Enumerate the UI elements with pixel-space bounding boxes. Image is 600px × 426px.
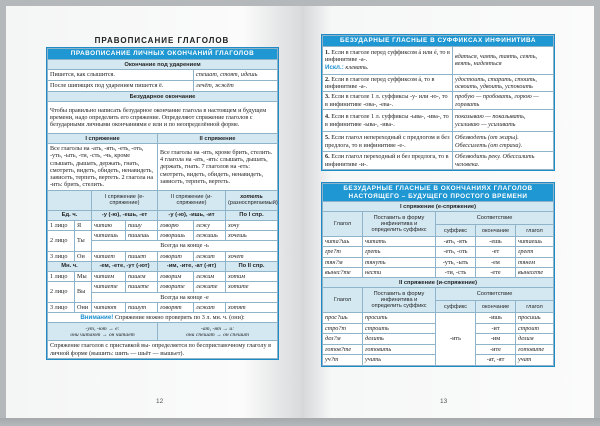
- table-cell: [323, 110, 453, 132]
- table-cell: пишете: [126, 282, 158, 292]
- table-cell: говорит: [158, 251, 194, 261]
- table-row: [323, 313, 554, 324]
- table-cell: Мн. ч.: [48, 261, 92, 271]
- table-cell: суффикс: [436, 301, 476, 313]
- table-cell: 3 лицо: [48, 251, 75, 261]
- column-header: Соответствие: [436, 288, 554, 301]
- table-row: [323, 92, 554, 110]
- table-cell: -ать, -ять: [436, 237, 476, 247]
- column-header: I спряжение (е-спряжение): [92, 190, 158, 210]
- table-row: [48, 70, 278, 81]
- table-row: [48, 49, 278, 60]
- table-cell: готов?те: [323, 344, 363, 355]
- column-header: Глагол: [323, 288, 363, 313]
- table-cell: -уть, -ыть: [436, 257, 476, 267]
- table-cell: Мы: [75, 271, 92, 281]
- table-cell: пишу: [126, 220, 158, 230]
- table-cell: тянем: [516, 257, 554, 267]
- table-row: [323, 110, 554, 132]
- attention-note: [48, 313, 278, 323]
- table-cell: По I спр.: [226, 210, 278, 220]
- table-cell: [323, 92, 453, 110]
- table-row: [323, 237, 554, 247]
- text: Искл.:: [325, 63, 344, 71]
- rule-text: Все глаголы на -ать, -ять, -еть, -оть, -уть, -ыть, -ти, -сть, -чь, кроме слышать, дышать, держать, гнать, смотреть, видеть, обидеть, ненавидеть, зависеть, терпеть, вертеть. 2 глагола на -ить: брить, стелить.: [48, 144, 158, 191]
- table-cell: читаешь: [516, 237, 554, 247]
- table-cell: лежите: [194, 282, 226, 292]
- table-cell: тян?м: [323, 257, 363, 267]
- table-cell: -ти, -сть: [436, 267, 476, 277]
- table-cell: уч?т: [323, 355, 363, 366]
- table-cell: гре?т: [323, 247, 363, 257]
- table-row: [48, 302, 278, 312]
- text: 1.: [325, 49, 330, 57]
- text: Если в глаголе 1 л. суффиксы -у- или -ю-, то в инфинитиве -ова-, -ева-.: [325, 93, 448, 108]
- table-cell: -ем: [476, 257, 516, 267]
- table-cell: [323, 132, 453, 152]
- table-cell: [158, 323, 278, 341]
- table-row: [323, 152, 554, 170]
- table-title: [323, 184, 554, 202]
- table-cell: -ит: [476, 323, 516, 334]
- text: -ут, -ют → е:: [85, 325, 120, 332]
- table-row: [48, 92, 278, 102]
- text: Если в глаголе перед суффиксом á, то в инфинитиве -а-.: [325, 75, 435, 90]
- table-row: [323, 288, 554, 301]
- page-title: ПРАВОПИСАНИЕ ГЛАГОЛОВ: [94, 36, 230, 45]
- table-cell: Он: [75, 251, 92, 261]
- table-cell: [323, 152, 453, 170]
- table-row: [323, 36, 554, 47]
- table-cell: лежишь: [194, 231, 226, 241]
- table-cell: удостоить, старить, стоить, освоить, удвоить, успокоить: [453, 74, 554, 92]
- table-row: [323, 267, 554, 277]
- page-number-right: 13: [440, 398, 448, 405]
- paragraph: Чтобы правильно написать безударное окончание глагола в настоящем и будущем времени, надо определить его спряжение. Определяют спряжение глаголов с безударными личными окончаниями е или и по неопределённой форме.: [48, 102, 278, 134]
- paragraph: Спряжение глаголов с приставкой вы- определяется по бесприставочному глаголу в личной форме (вышить: шить — шьёт — вышьет).: [48, 341, 278, 359]
- table-row: [48, 220, 278, 230]
- table-cell: суффикс: [436, 225, 476, 237]
- table-cell: окончание: [476, 225, 516, 237]
- text: 3.: [325, 93, 330, 101]
- table-cell: [323, 74, 453, 92]
- table-row: [323, 202, 554, 212]
- table-cell: [48, 190, 92, 210]
- table-cell: хочу: [226, 220, 278, 230]
- table-cell: говорят: [158, 302, 194, 312]
- table-row: [48, 190, 278, 210]
- table-cell: окончание: [476, 301, 516, 313]
- text: они читают → он читает: [70, 331, 135, 338]
- table-cell: нести: [363, 267, 436, 277]
- table-cell: говорю: [158, 220, 194, 230]
- text: Если глагол непереходный с предлогом и без предлога, то в инфинитиве -е-.: [325, 134, 450, 149]
- table-row: [323, 184, 554, 202]
- table-cell: пишем: [126, 271, 158, 281]
- table-cell: -ем, -ете, -ут (-ют): [92, 261, 158, 271]
- table-row: [48, 60, 278, 70]
- section-header: Окончание под ударением: [48, 60, 278, 70]
- text: Спряжение можно проверить по 3 л. мн. ч. (они):: [113, 314, 245, 322]
- table-cell: просишь: [516, 313, 554, 324]
- table-cell: 2 лицо: [48, 231, 75, 252]
- section-header: I спряжение (е-спряжение): [323, 202, 554, 212]
- table-cell: читают: [92, 302, 126, 312]
- table-cell: -у (-ю), -ешь, -ет: [92, 210, 158, 220]
- page-number-left: 12: [156, 398, 164, 405]
- table-cell: [48, 323, 158, 341]
- text: они спешат → он спешит: [186, 331, 249, 338]
- table-cell: тянуть: [363, 257, 436, 267]
- table-cell: учить: [363, 355, 436, 366]
- table-cell: читаем: [92, 271, 126, 281]
- table-cell: просить: [363, 313, 436, 324]
- table-row: [48, 282, 278, 292]
- table-cell: Обезводить реку. Обессилить человека.: [453, 152, 554, 170]
- table-row: [48, 210, 278, 220]
- table-cell: 1 лицо: [48, 220, 75, 230]
- table-cell: 1 лицо: [48, 271, 75, 281]
- note: Всегда на конце -е: [92, 292, 278, 302]
- table-cell: Обезводеть (от жары). Обессилеть (от страха).: [453, 132, 554, 152]
- table-row: [323, 46, 554, 74]
- table-row: [48, 341, 278, 359]
- table-cell: лежим: [194, 271, 226, 281]
- text: 2.: [325, 75, 330, 83]
- table-cell: пишешь: [126, 231, 158, 241]
- text: 6.: [325, 153, 330, 161]
- text: (разноспрягаемый): [228, 200, 278, 207]
- attention-label: Внимание!: [80, 314, 114, 322]
- table-cell: строит: [516, 323, 554, 334]
- table-cell: чита?шь: [323, 237, 363, 247]
- column-header: II спряжение: [158, 134, 278, 144]
- table-cell: читаете: [92, 282, 126, 292]
- table-row: [48, 313, 278, 323]
- table-cell: вдаться, чаять, таять, сеять, веять, надеяться: [453, 46, 554, 74]
- table-row: [323, 247, 554, 257]
- table-row: [48, 323, 278, 341]
- personal-endings-table: [47, 48, 278, 359]
- table-cell: пробую — пробовать, горюю — горевать: [453, 92, 554, 110]
- table-cell: Ты: [75, 231, 92, 252]
- table-cell: -им, -ите, -ат (-ят): [158, 261, 226, 271]
- table-row: [48, 271, 278, 281]
- table-cell: [323, 46, 453, 74]
- text: 4.: [325, 113, 330, 121]
- table-cell: -ить: [436, 313, 476, 366]
- verb-endings-table: [322, 183, 554, 366]
- table-cell: лежит: [194, 251, 226, 261]
- infinitive-suffix-table: [322, 35, 554, 170]
- text: -ат, -ят → и:: [200, 325, 235, 332]
- table-cell: делим: [516, 334, 554, 345]
- table-row: [48, 251, 278, 261]
- rule-text: Все глаголы на -ить, кроме брить, стелить. 4 глагола на -ать, -ять: слышать, дышать, держать, гнать. 7 глаголов на -еть: смотреть, видеть, обидеть, ненавидеть, зависеть, терпеть, вертеть.: [158, 144, 278, 191]
- table-cell: 2 лицо: [48, 282, 75, 303]
- column-header: Поставить в форму инфинитива и определить суффикс: [363, 288, 436, 313]
- table-cell: читать: [363, 237, 436, 247]
- table-row: [48, 261, 278, 271]
- table-cell: Я: [75, 220, 92, 230]
- table-cell: учат: [516, 355, 554, 366]
- column-header: Соответствие: [436, 212, 554, 225]
- table-cell: читает: [92, 251, 126, 261]
- table-title: БЕЗУДАРНЫЕ ГЛАСНЫЕ В СУФФИКСАХ ИНФИНИТИВА: [323, 36, 554, 47]
- table-cell: -ишь: [476, 313, 516, 324]
- table-cell: вынесете: [516, 267, 554, 277]
- table-cell: дел?м: [323, 334, 363, 345]
- table-cell: лежу: [194, 220, 226, 230]
- table-row: [323, 132, 554, 152]
- table-cell: -им: [476, 334, 516, 345]
- table-cell: читаешь: [92, 231, 126, 241]
- table-cell: делить: [363, 334, 436, 345]
- table-cell: стро?т: [323, 323, 363, 334]
- table-cell: 3 лицо: [48, 302, 75, 312]
- column-header: Глагол: [323, 212, 363, 237]
- table-cell: читаю: [92, 220, 126, 230]
- table-cell: говорим: [158, 271, 194, 281]
- table-cell: показываю — показывать, усиливаю — усиливать: [453, 110, 554, 132]
- table-row: [323, 278, 554, 288]
- table-cell: говоришь: [158, 231, 194, 241]
- table-cell: вынес?те: [323, 267, 363, 277]
- table-row: [48, 231, 278, 241]
- table-row: [48, 144, 278, 191]
- table-title: ПРАВОПИСАНИЕ ЛИЧНЫХ ОКОНЧАНИЙ ГЛАГОЛОВ: [48, 49, 278, 60]
- text: БЕЗУДАРНЫЕ ГЛАСНЫЕ В ОКОНЧАНИЯХ ГЛАГОЛОВ: [343, 185, 533, 192]
- text: Если в глаголе 1 л. суффиксы -ыва-, -ива-, то в инфинитиве -ыва-, -ива-.: [325, 113, 449, 128]
- table-row: [48, 102, 278, 134]
- column-header: Поставить в форму инфинитива и определить суффикс: [363, 212, 436, 237]
- table-cell: говорите: [158, 282, 194, 292]
- book-shadow: [0, 418, 600, 426]
- table-cell: -ет: [476, 247, 516, 257]
- table-cell: -ите: [476, 344, 516, 355]
- text: клевать.: [343, 63, 369, 71]
- table-cell: -ат, -ят: [476, 355, 516, 366]
- table-cell: хотят: [226, 302, 278, 312]
- table-cell: греть: [363, 247, 436, 257]
- text: НАСТОЯЩЕГО – БУДУЩЕГО ПРОСТОГО ВРЕМЕНИ: [348, 192, 528, 200]
- text: 5.: [325, 134, 330, 142]
- table-cell: лежат: [194, 302, 226, 312]
- table-cell: спешат, стоят, идешь: [194, 70, 278, 81]
- table-cell: хочешь: [226, 231, 278, 241]
- table-cell: хочет: [226, 251, 278, 261]
- table-cell: прос?шь: [323, 313, 363, 324]
- text: хотеть: [240, 194, 263, 201]
- table-cell: Пишется, как слышится.: [48, 70, 194, 81]
- table-row: [323, 257, 554, 267]
- table-cell: глагол: [516, 225, 554, 237]
- table-cell: хотите: [226, 282, 278, 292]
- table-cell: -ете: [476, 267, 516, 277]
- table-row: [48, 134, 278, 144]
- table-cell: готовить: [363, 344, 436, 355]
- column-header: II спряжение (и-спряжение): [158, 190, 226, 210]
- table-cell: греет: [516, 247, 554, 257]
- table-cell: Ед. ч.: [48, 210, 92, 220]
- table-cell: глагол: [516, 301, 554, 313]
- table-cell: хотим: [226, 271, 278, 281]
- table-row: [323, 74, 554, 92]
- table-cell: лечёт, жжёт: [194, 81, 278, 92]
- column-header: I спряжение: [48, 134, 158, 144]
- text: Если в глаголе перед суффиксом á или é, то в инфинитиве -а-.: [325, 49, 450, 64]
- table-cell: Вы: [75, 282, 92, 303]
- table-cell: -у (-ю), -ишь, -ит: [158, 210, 226, 220]
- table-cell: готовите: [516, 344, 554, 355]
- column-header: [226, 190, 278, 210]
- section-header: II спряжение (и-спряжение): [323, 278, 554, 288]
- table-cell: -ешь: [476, 237, 516, 247]
- table-cell: пишет: [126, 251, 158, 261]
- text: Если глагол переходный и без предлога, то в инфинитиве -и-.: [325, 153, 449, 168]
- table-row: [323, 212, 554, 225]
- table-cell: Они: [75, 302, 92, 312]
- table-cell: строить: [363, 323, 436, 334]
- table-cell: пишут: [126, 302, 158, 312]
- table-cell: После шипящих под ударением пишется ё.: [48, 81, 194, 92]
- note: Всегда на конце -ь: [92, 241, 278, 251]
- table-cell: -еть, -оть: [436, 247, 476, 257]
- section-header: Безударное окончание: [48, 92, 278, 102]
- table-cell: По II спр.: [226, 261, 278, 271]
- table-row: [48, 81, 278, 92]
